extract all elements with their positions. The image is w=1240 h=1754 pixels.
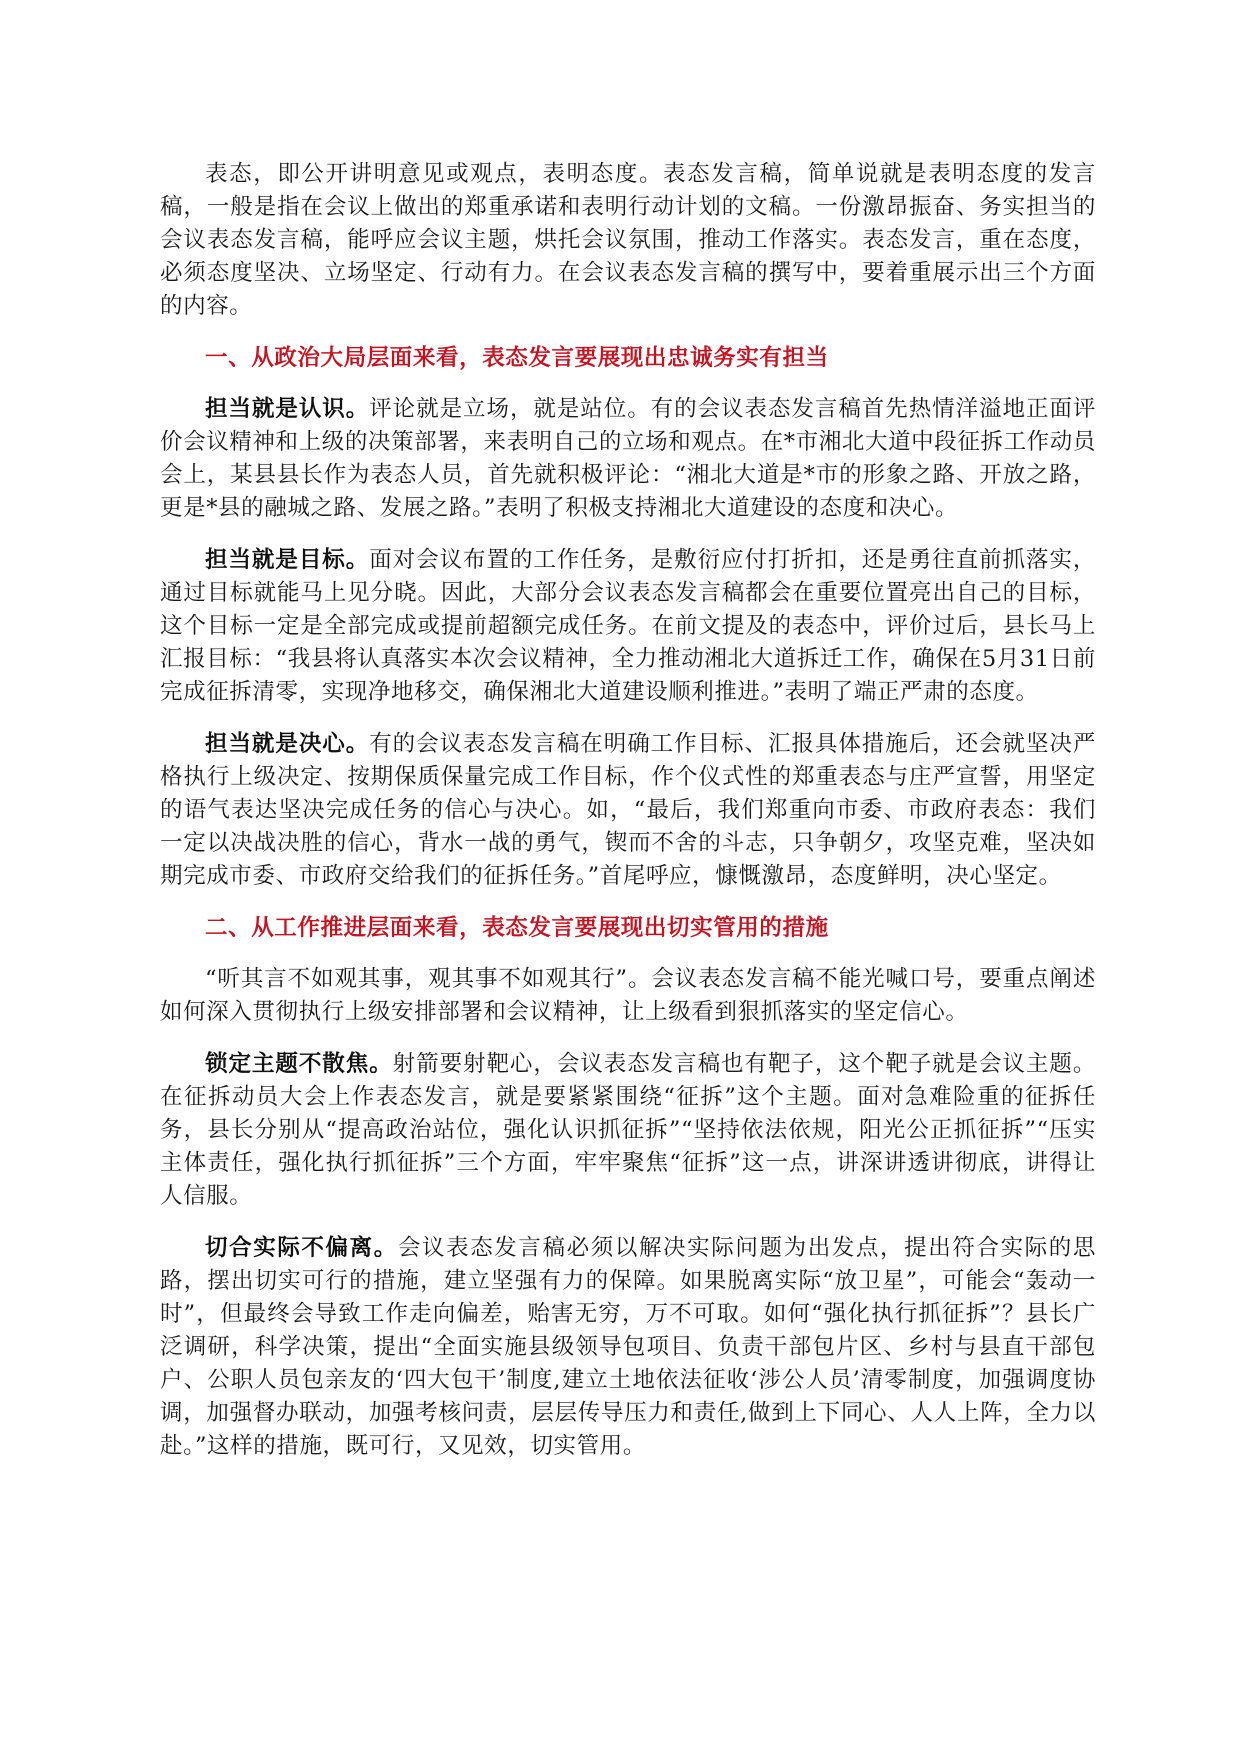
paragraph-lead: 切合实际不偏离。 — [205, 1235, 398, 1261]
paragraph — [160, 1232, 1096, 1463]
paragraph-text: 评论就是立场，就是站位。有的会议表态发言稿首先热情洋溢地正面评价会议精神和上级的决策部署，来表明自己的立场和观点。在*市湘北大道中段征拆工作动员会上，某县县长作为表态人员，首先就积极评论：“湘北大道是*市的形象之路、开放之路，更是*县的融城之路、发展之路。”表明了积极支持湘北大道建设的态度和决心。 — [160, 396, 1096, 521]
document-body — [160, 158, 1096, 1482]
paragraph-lead: 担当就是决心。 — [205, 731, 370, 757]
paragraph-lead: 担当就是目标。 — [205, 547, 370, 573]
paragraph-text: 面对会议布置的工作任务，是敷衍应付打折扣，还是勇往直前抓落实，通过目标就能马上见分晓。因此，大部分会议表态发言稿都会在重要位置亮出自己的目标，这个目标一定是全部完成或提前超额完成任务。在前文提及的表态中，评价过后，县长马上汇报目标：“我县将认真落实本次会议精神，全力推动湘北大道拆迁工作，确保在5月31日前完成征拆清零，实现净地移交，确保湘北大道建设顺利推进。”表明了端正严肃的态度。 — [160, 547, 1096, 705]
paragraph — [160, 544, 1096, 709]
paragraph-lead: 锁定主题不散焦。 — [205, 1051, 393, 1077]
paragraph — [160, 393, 1096, 525]
paragraph-lead: 担当就是认识。 — [205, 396, 370, 422]
paragraph — [160, 1048, 1096, 1213]
section-intro-paragraph: “听其言不如观其事，观其事不如观其行”。会议表态发言稿不能光喊口号，要重点阐述如何深入贯彻执行上级安排部署和会议精神，让上级看到狠抓落实的坚定信心。 — [160, 966, 1096, 1025]
paragraph-text: 射箭要射靶心，会议表态发言稿也有靶子，这个靶子就是会议主题。在征拆动员大会上作表态发言，就是要紧紧围绕“征拆”这个主题。面对急难险重的征拆任务，县长分别从“提高政治站位，强化认识抓征拆”“坚持依法依规，阳光公正抓征拆”“压实主体责任，强化执行抓征拆”三个方面，牢牢聚焦“征拆”这一点，讲深讲透讲彻底，讲得让人信服。 — [160, 1051, 1097, 1209]
section-heading-2: 二、从工作推进层面来看，表态发言要展现出切实管用的措施 — [205, 915, 829, 941]
intro-paragraph: 表态，即公开讲明意见或观点，表明态度。表态发言稿，简单说就是表明态度的发言稿，一般是指在会议上做出的郑重承诺和表明行动计划的文稿。一份激昂振奋、务实担当的会议表态发言稿，能呼应会议主题，烘托会议氛围，推动工作落实。表态发言，重在态度，必须态度坚决、立场坚定、行动有力。在会议表态发言稿的撰写中，要着重展示出三个方面的内容。 — [160, 161, 1096, 319]
paragraph — [160, 728, 1096, 893]
paragraph-text: 有的会议表态发言稿在明确工作目标、汇报具体措施后，还会就坚决严格执行上级决定、按期保质保量完成工作目标，作个仪式性的郑重表态与庄严宣誓，用坚定的语气表达坚决完成任务的信心与决心。如，“最后，我们郑重向市委、市政府表态：我们一定以决战决胜的信心，背水一战的勇气，锲而不舍的斗志，只争朝夕，攻坚克难，坚决如期完成市委、市政府交给我们的征拆任务。”首尾呼应，慷慨激昂，态度鲜明，决心坚定。 — [160, 731, 1096, 889]
paragraph-text: 会议表态发言稿必须以解决实际问题为出发点，提出符合实际的思路，摆出切实可行的措施，建立坚强有力的保障。如果脱离实际“放卫星”，可能会“轰动一时”，但最终会导致工作走向偏差，贻害无穷，万不可取。如何“强化执行抓征拆”？县长广泛调研，科学决策，提出“全面实施县级领导包项目、负责干部包片区、乡村与县直干部包户、公职人员包亲友的‘四大包干’制度,建立土地依法征收‘涉公人员’清零制度，加强调度协调，加强督办联动，加强考核问责，层层传导压力和责任,做到上下同心、人人上阵，全力以赴。”这样的措施，既可行，又见效，切实管用。 — [160, 1235, 1096, 1459]
section-heading-1: 一、从政治大局层面来看，表态发言要展现出忠诚务实有担当 — [205, 345, 829, 371]
